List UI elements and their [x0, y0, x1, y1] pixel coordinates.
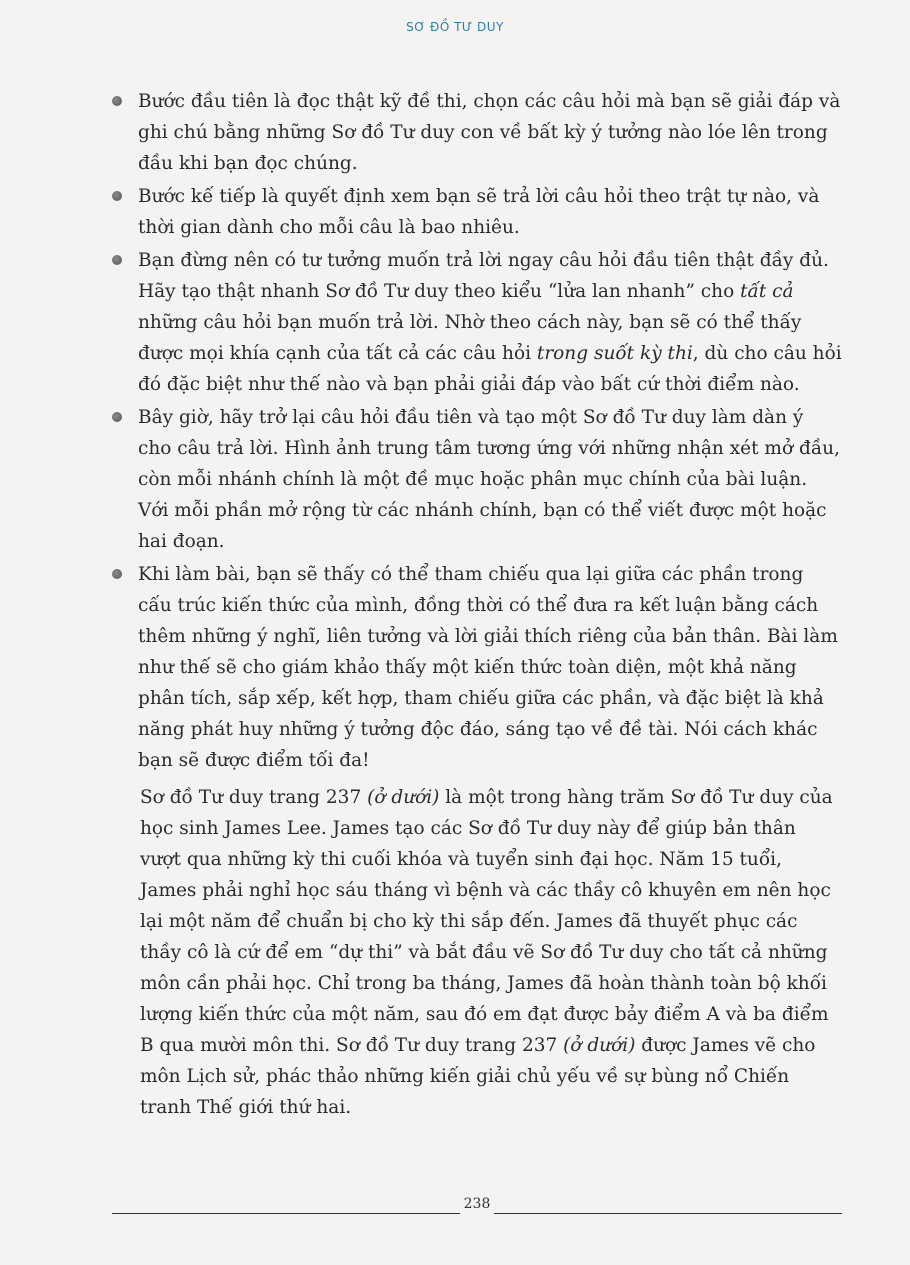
paragraph-text-italic: (ở dưới): [563, 1035, 636, 1056]
bullet-item: [112, 86, 842, 179]
bullet-item: [112, 245, 842, 400]
bullet-dot-icon: [112, 569, 122, 579]
bullet-text: Bước kế tiếp là quyết định xem bạn sẽ trả lời câu hỏi theo trật tự nào, và thời gian dành cho mỗi câu là bao nhiêu.: [138, 186, 820, 238]
bullet-text: những câu hỏi bạn muốn trả lời. Nhờ theo cách này, bạn sẽ có thể thấy được mọi khía cạnh của tất cả các câu hỏi: [138, 312, 802, 364]
footer-rule-right: [494, 1213, 842, 1214]
bullet-dot-icon: [112, 255, 122, 265]
page-footer: [112, 1196, 842, 1220]
bullet-text: Khi làm bài, bạn sẽ thấy có thể tham chiếu qua lại giữa các phần trong cấu trúc kiến thức của mình, đồng thời có thể đưa ra kết luận bằng cách thêm những ý nghĩ, liên tưởng và lời giải thích riêng của bản thân. Bài làm như thế sẽ cho giám khảo thấy một kiến thức toàn diện, một khả năng phân tích, sắp xếp, kết hợp, tham chiếu giữa các phần, và đặc biệt là khả năng phát huy những ý tưởng độc đáo, sáng tạo về đề tài. Nói cách khác bạn sẽ được điểm tối đa!: [138, 564, 838, 771]
paragraph-text: được James vẽ cho môn Lịch sử, phác thảo những kiến giải chủ yếu về sự bùng nổ Chiến tranh Thế giới thứ hai.: [140, 1035, 816, 1118]
bullet-text-italic: trong suốt kỳ thi: [536, 343, 693, 364]
bullet-list: [112, 86, 842, 778]
bullet-text: Bạn đừng nên có tư tưởng muốn trả lời ngay câu hỏi đầu tiên thật đầy đủ. Hãy tạo thật nhanh Sơ đồ Tư duy theo kiểu “lửa lan nhanh” cho: [138, 250, 829, 302]
bullet-text: Bây giờ, hãy trở lại câu hỏi đầu tiên và tạo một Sơ đồ Tư duy làm dàn ý cho câu trả lời. Hình ảnh trung tâm tương ứng với những nhận xét mở đầu, còn mỗi nhánh chính là một đề mục hoặc phân mục chính của bài luận. Với mỗi phần mở rộng từ các nhánh chính, bạn có thể viết được một hoặc hai đoạn.: [138, 407, 840, 552]
bullet-text: , dù cho câu hỏi đó đặc biệt như thế nào và bạn phải giải đáp vào bất cứ thời điểm nào.: [138, 343, 842, 395]
bullet-text-italic: tất cả: [740, 281, 794, 302]
bullet-item: [112, 181, 842, 243]
paragraph-text: Sơ đồ Tư duy trang 237: [140, 787, 368, 808]
paragraph-text-italic: (ở dưới): [367, 787, 440, 808]
bullet-dot-icon: [112, 191, 122, 201]
running-header: SƠ ĐỒ TƯ DUY: [406, 20, 504, 34]
body-paragraph: [140, 782, 842, 1123]
bullet-dot-icon: [112, 96, 122, 106]
bullet-text: Bước đầu tiên là đọc thật kỹ đề thi, chọn các câu hỏi mà bạn sẽ giải đáp và ghi chú bằng những Sơ đồ Tư duy con về bất kỳ ý tưởng nào lóe lên trong đầu khi bạn đọc chúng.: [138, 91, 841, 174]
footer-rule-left: [112, 1213, 460, 1214]
bullet-item: [112, 402, 842, 557]
paragraph-text: là một trong hàng trăm Sơ đồ Tư duy của học sinh James Lee. James tạo các Sơ đồ Tư duy này để giúp bản thân vượt qua những kỳ thi cuối khóa và tuyển sinh đại học. Năm 15 tuổi, James phải nghỉ học sáu tháng vì bệnh và các thầy cô khuyên em nên học lại một năm để chuẩn bị cho kỳ thi sắp đến. James đã thuyết phục các thầy cô là cứ để em “dự thi” và bắt đầu vẽ Sơ đồ Tư duy cho tất cả những môn cần phải học. Chỉ trong ba tháng, James đã hoàn thành toàn bộ khối lượng kiến thức của một năm, sau đó em đạt được bảy điểm A và ba điểm B qua mười môn thi. Sơ đồ Tư duy trang 237: [140, 787, 833, 1056]
bullet-item: [112, 559, 842, 776]
bullet-dot-icon: [112, 412, 122, 422]
page-number: 238: [463, 1196, 491, 1212]
